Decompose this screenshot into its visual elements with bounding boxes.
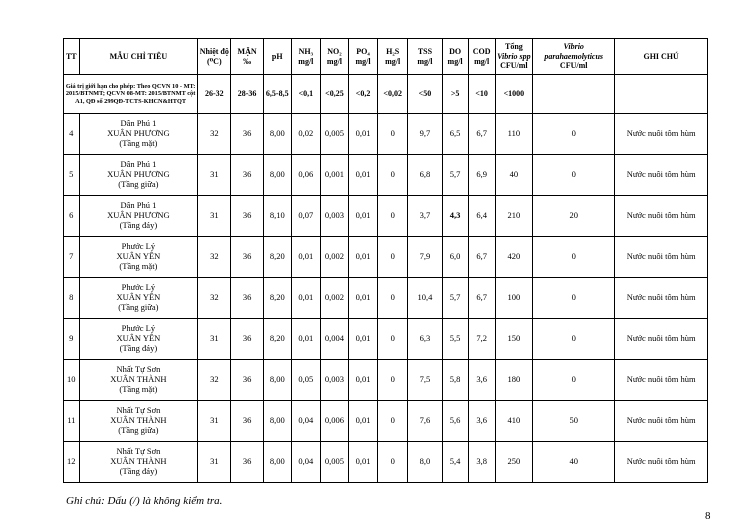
row-index: 10 bbox=[64, 360, 80, 401]
sample-site bbox=[79, 401, 198, 442]
cell-no2: 0,006 bbox=[320, 401, 348, 442]
cell-no2: 0,002 bbox=[320, 237, 348, 278]
cell-note: Nước nuôi tôm hùm bbox=[615, 237, 708, 278]
limits-row bbox=[64, 75, 708, 114]
table-row bbox=[64, 278, 708, 319]
limit-ph: 6,5-8,5 bbox=[263, 75, 291, 114]
cell-tss: 8,0 bbox=[408, 442, 442, 483]
sample-site bbox=[79, 114, 198, 155]
page-number: 8 bbox=[705, 510, 711, 522]
row-index: 4 bbox=[64, 114, 80, 155]
cell-do: 5,6 bbox=[442, 401, 468, 442]
sample-site-line: XUÂN PHƯƠNG bbox=[107, 169, 170, 180]
cell-vibrio-para: 40 bbox=[533, 442, 615, 483]
header-cod: COD mg/l bbox=[468, 39, 495, 75]
cell-vibrio-para: 0 bbox=[533, 155, 615, 196]
cell-po4: 0,01 bbox=[349, 319, 378, 360]
cell-temp: 32 bbox=[198, 278, 231, 319]
sample-site-line: (Tầng giữa) bbox=[118, 178, 159, 189]
row-index: 5 bbox=[64, 155, 80, 196]
sample-site-line: (Tầng đáy) bbox=[119, 342, 158, 353]
limit-po4: <0,2 bbox=[349, 75, 378, 114]
sample-site-line: Dân Phú 1 bbox=[120, 118, 157, 129]
header-temp: Nhiệt độ (⁰C) bbox=[198, 39, 231, 75]
header-tss: TSS mg/l bbox=[408, 39, 442, 75]
limit-do: >5 bbox=[442, 75, 468, 114]
cell-ph: 8,20 bbox=[263, 237, 291, 278]
cell-cod: 6,9 bbox=[468, 155, 495, 196]
cell-temp: 31 bbox=[198, 319, 231, 360]
cell-do: 5,4 bbox=[442, 442, 468, 483]
sample-site-line: XUÂN PHƯƠNG bbox=[107, 210, 170, 221]
cell-cod: 6,7 bbox=[468, 114, 495, 155]
table-row bbox=[64, 237, 708, 278]
cell-temp: 31 bbox=[198, 401, 231, 442]
limit-cod: <10 bbox=[468, 75, 495, 114]
cell-vibrio-para: 0 bbox=[533, 319, 615, 360]
cell-tss: 6,8 bbox=[408, 155, 442, 196]
sample-site bbox=[79, 237, 198, 278]
cell-note: Nước nuôi tôm hùm bbox=[615, 401, 708, 442]
table-row bbox=[64, 155, 708, 196]
sample-site-line: (Tầng mặt) bbox=[119, 260, 158, 271]
cell-po4: 0,01 bbox=[349, 401, 378, 442]
table-row bbox=[64, 360, 708, 401]
cell-nh3: 0,05 bbox=[291, 360, 320, 401]
cell-ph: 8,20 bbox=[263, 278, 291, 319]
header-h2s: H₂S mg/l bbox=[378, 39, 408, 75]
cell-note: Nước nuôi tôm hùm bbox=[615, 319, 708, 360]
sample-site-line: (Tầng mặt) bbox=[119, 383, 158, 394]
cell-cod: 3,6 bbox=[468, 360, 495, 401]
table-row bbox=[64, 319, 708, 360]
cell-nh3: 0,01 bbox=[291, 319, 320, 360]
cell-ph: 8,00 bbox=[263, 114, 291, 155]
cell-salinity: 36 bbox=[231, 196, 263, 237]
header-note: GHI CHÚ bbox=[615, 39, 708, 75]
cell-h2s: 0 bbox=[378, 237, 408, 278]
cell-note: Nước nuôi tôm hùm bbox=[615, 360, 708, 401]
header-vibrio-total: Tổng Vibrio spp CFU/ml bbox=[495, 39, 532, 75]
header-po4: PO₄ mg/l bbox=[349, 39, 378, 75]
cell-salinity: 36 bbox=[231, 401, 263, 442]
row-index: 7 bbox=[64, 237, 80, 278]
table-row bbox=[64, 442, 708, 483]
cell-h2s: 0 bbox=[378, 196, 408, 237]
cell-no2: 0,003 bbox=[320, 360, 348, 401]
cell-ph: 8,00 bbox=[263, 360, 291, 401]
cell-vibrio-total: 100 bbox=[495, 278, 532, 319]
cell-po4: 0,01 bbox=[349, 114, 378, 155]
cell-po4: 0,01 bbox=[349, 360, 378, 401]
footnote: Ghi chú: Dấu (/) là không kiểm tra. bbox=[66, 495, 223, 507]
cell-do: 5,7 bbox=[442, 278, 468, 319]
cell-do: 4,3 bbox=[442, 196, 468, 237]
sample-site bbox=[79, 319, 198, 360]
row-index: 6 bbox=[64, 196, 80, 237]
cell-vibrio-para: 0 bbox=[533, 114, 615, 155]
cell-h2s: 0 bbox=[378, 114, 408, 155]
sample-site bbox=[79, 360, 198, 401]
limit-nh3: <0,1 bbox=[291, 75, 320, 114]
header-vibrio-para: Vibrio parahaemolyticus CFU/ml bbox=[533, 39, 615, 75]
cell-tss: 7,6 bbox=[408, 401, 442, 442]
cell-po4: 0,01 bbox=[349, 237, 378, 278]
cell-nh3: 0,01 bbox=[291, 237, 320, 278]
sample-site-line: Nhất Tự Sơn bbox=[116, 446, 161, 457]
cell-do: 6,0 bbox=[442, 237, 468, 278]
cell-vibrio-para: 0 bbox=[533, 237, 615, 278]
cell-cod: 6,4 bbox=[468, 196, 495, 237]
sample-site-line: Dân Phú 1 bbox=[120, 200, 157, 211]
cell-note: Nước nuôi tôm hùm bbox=[615, 278, 708, 319]
cell-nh3: 0,04 bbox=[291, 442, 320, 483]
cell-note: Nước nuôi tôm hùm bbox=[615, 155, 708, 196]
header-ph: pH bbox=[263, 39, 291, 75]
water-quality-table bbox=[63, 38, 708, 483]
cell-note: Nước nuôi tôm hùm bbox=[615, 442, 708, 483]
cell-vibrio-para: 0 bbox=[533, 360, 615, 401]
sample-site-line: (Tầng mặt) bbox=[119, 137, 158, 148]
cell-ph: 8,00 bbox=[263, 442, 291, 483]
cell-h2s: 0 bbox=[378, 360, 408, 401]
cell-nh3: 0,06 bbox=[291, 155, 320, 196]
sample-site-line: XUÂN THÀNH bbox=[110, 415, 167, 426]
cell-no2: 0,002 bbox=[320, 278, 348, 319]
cell-tss: 9,7 bbox=[408, 114, 442, 155]
cell-cod: 6,7 bbox=[468, 237, 495, 278]
cell-h2s: 0 bbox=[378, 401, 408, 442]
sample-site-line: (Tầng đáy) bbox=[119, 465, 158, 476]
cell-ph: 8,00 bbox=[263, 155, 291, 196]
cell-vibrio-total: 410 bbox=[495, 401, 532, 442]
cell-h2s: 0 bbox=[378, 442, 408, 483]
cell-no2: 0,005 bbox=[320, 442, 348, 483]
cell-tss: 7,9 bbox=[408, 237, 442, 278]
cell-nh3: 0,07 bbox=[291, 196, 320, 237]
sample-site bbox=[79, 278, 198, 319]
cell-temp: 32 bbox=[198, 237, 231, 278]
sample-site-line: Nhất Tự Sơn bbox=[116, 405, 161, 416]
sample-site-line: Dân Phú 1 bbox=[120, 159, 157, 170]
table-row bbox=[64, 114, 708, 155]
limits-label: Giá trị giới hạn cho phép: Theo QCVN 10 - MT: 2015/BTNMT; QCVN 08-MT: 2015/BTNMT cột A1, QĐ số 299QĐ-TCTS-KHCN&HTQT bbox=[64, 75, 198, 114]
cell-note: Nước nuôi tôm hùm bbox=[615, 114, 708, 155]
header-do: DO mg/l bbox=[442, 39, 468, 75]
sample-site-line: (Tầng giữa) bbox=[118, 301, 159, 312]
limit-no2: <0,25 bbox=[320, 75, 348, 114]
sample-site-line: XUÂN YÊN bbox=[116, 292, 161, 303]
header-nh3: NH₃ mg/l bbox=[291, 39, 320, 75]
cell-ph: 8,00 bbox=[263, 401, 291, 442]
sample-site-line: XUÂN YÊN bbox=[116, 251, 161, 262]
cell-salinity: 36 bbox=[231, 114, 263, 155]
cell-vibrio-total: 420 bbox=[495, 237, 532, 278]
cell-po4: 0,01 bbox=[349, 155, 378, 196]
cell-nh3: 0,01 bbox=[291, 278, 320, 319]
cell-salinity: 36 bbox=[231, 278, 263, 319]
cell-ph: 8,10 bbox=[263, 196, 291, 237]
cell-note: Nước nuôi tôm hùm bbox=[615, 196, 708, 237]
cell-do: 5,8 bbox=[442, 360, 468, 401]
cell-do: 6,5 bbox=[442, 114, 468, 155]
cell-temp: 31 bbox=[198, 196, 231, 237]
header-salinity: MẶN ‰ bbox=[231, 39, 263, 75]
cell-h2s: 0 bbox=[378, 278, 408, 319]
cell-salinity: 36 bbox=[231, 442, 263, 483]
cell-h2s: 0 bbox=[378, 319, 408, 360]
limit-tss: <50 bbox=[408, 75, 442, 114]
cell-vibrio-total: 40 bbox=[495, 155, 532, 196]
cell-nh3: 0,02 bbox=[291, 114, 320, 155]
cell-do: 5,5 bbox=[442, 319, 468, 360]
cell-temp: 31 bbox=[198, 155, 231, 196]
cell-no2: 0,003 bbox=[320, 196, 348, 237]
header-row bbox=[64, 39, 708, 75]
limit-vibrio-total: <1000 bbox=[495, 75, 532, 114]
sample-site bbox=[79, 155, 198, 196]
cell-tss: 10,4 bbox=[408, 278, 442, 319]
cell-ph: 8,20 bbox=[263, 319, 291, 360]
cell-vibrio-total: 150 bbox=[495, 319, 532, 360]
limit-temp: 26-32 bbox=[198, 75, 231, 114]
cell-h2s: 0 bbox=[378, 155, 408, 196]
limit-note bbox=[615, 75, 708, 114]
cell-salinity: 36 bbox=[231, 360, 263, 401]
row-index: 8 bbox=[64, 278, 80, 319]
sample-site-line: XUÂN YÊN bbox=[116, 333, 161, 344]
limit-salinity: 28-36 bbox=[231, 75, 263, 114]
header-tt: TT bbox=[64, 39, 80, 75]
limit-h2s: <0,02 bbox=[378, 75, 408, 114]
cell-vibrio-para: 50 bbox=[533, 401, 615, 442]
header-sample: MẪU CHỈ TIÊU bbox=[79, 39, 198, 75]
cell-po4: 0,01 bbox=[349, 196, 378, 237]
cell-cod: 3,6 bbox=[468, 401, 495, 442]
cell-vibrio-para: 0 bbox=[533, 278, 615, 319]
cell-po4: 0,01 bbox=[349, 442, 378, 483]
cell-do: 5,7 bbox=[442, 155, 468, 196]
cell-vibrio-total: 180 bbox=[495, 360, 532, 401]
header-no2: NO₂ mg/l bbox=[320, 39, 348, 75]
row-index: 11 bbox=[64, 401, 80, 442]
sample-site-line: Phước Lý bbox=[121, 241, 156, 252]
limit-vibrio-para bbox=[533, 75, 615, 114]
sample-site-line: XUÂN PHƯƠNG bbox=[107, 128, 170, 139]
cell-tss: 6,3 bbox=[408, 319, 442, 360]
cell-no2: 0,005 bbox=[320, 114, 348, 155]
row-index: 12 bbox=[64, 442, 80, 483]
cell-no2: 0,001 bbox=[320, 155, 348, 196]
cell-salinity: 36 bbox=[231, 155, 263, 196]
sample-site-line: XUÂN THÀNH bbox=[110, 374, 167, 385]
cell-temp: 32 bbox=[198, 360, 231, 401]
sample-site-line: XUÂN THÀNH bbox=[110, 456, 167, 467]
cell-vibrio-total: 210 bbox=[495, 196, 532, 237]
cell-tss: 3,7 bbox=[408, 196, 442, 237]
sample-site bbox=[79, 442, 198, 483]
cell-vibrio-total: 110 bbox=[495, 114, 532, 155]
sample-site-line: (Tầng giữa) bbox=[118, 424, 159, 435]
cell-vibrio-para: 20 bbox=[533, 196, 615, 237]
cell-temp: 31 bbox=[198, 442, 231, 483]
cell-cod: 7,2 bbox=[468, 319, 495, 360]
cell-vibrio-total: 250 bbox=[495, 442, 532, 483]
cell-tss: 7,5 bbox=[408, 360, 442, 401]
cell-nh3: 0,04 bbox=[291, 401, 320, 442]
table-row bbox=[64, 196, 708, 237]
cell-temp: 32 bbox=[198, 114, 231, 155]
cell-cod: 3,8 bbox=[468, 442, 495, 483]
row-index: 9 bbox=[64, 319, 80, 360]
sample-site-line: Phước Lý bbox=[121, 282, 156, 293]
sample-site-line: Phước Lý bbox=[121, 323, 156, 334]
cell-po4: 0,01 bbox=[349, 278, 378, 319]
cell-salinity: 36 bbox=[231, 237, 263, 278]
sample-site-line: (Tầng đáy) bbox=[119, 219, 158, 230]
sample-site bbox=[79, 196, 198, 237]
cell-no2: 0,004 bbox=[320, 319, 348, 360]
table-row bbox=[64, 401, 708, 442]
cell-cod: 6,7 bbox=[468, 278, 495, 319]
cell-salinity: 36 bbox=[231, 319, 263, 360]
sample-site-line: Nhất Tự Sơn bbox=[116, 364, 161, 375]
